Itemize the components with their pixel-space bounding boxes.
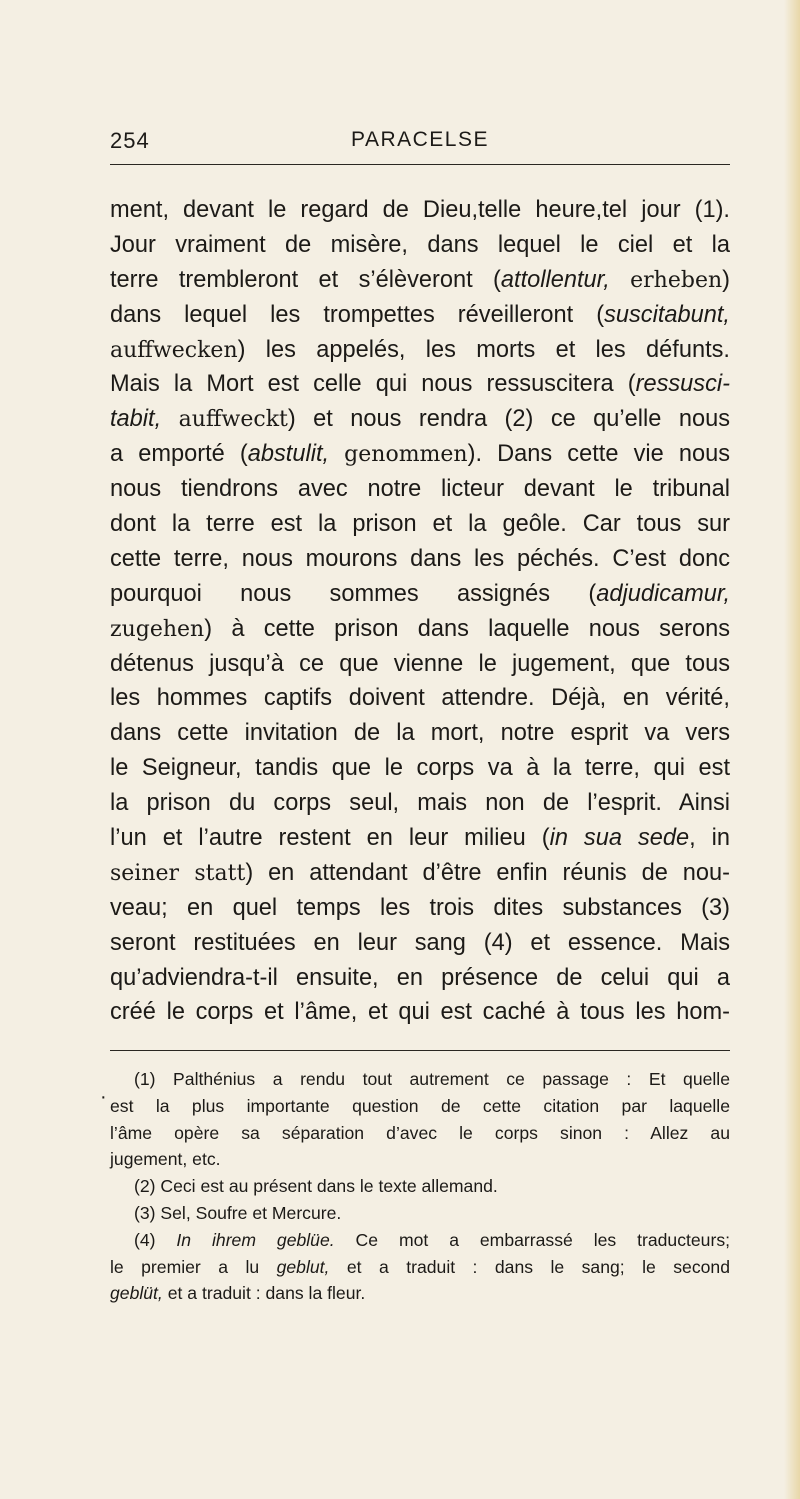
text-line	[110, 961, 730, 996]
footnote-italic: In ihrem geblüe.	[176, 1229, 335, 1250]
text-span: créé le corps et l’âme, et qui est caché à tous les hom-	[110, 999, 730, 1026]
header-rule	[110, 164, 730, 165]
text-span: a emporté (	[110, 441, 248, 468]
text-span: pourquoi nous sommes assignés (	[110, 580, 597, 607]
text-line	[110, 786, 730, 821]
german-term: zugehen	[110, 616, 205, 642]
latin-term: attollentur,	[500, 266, 610, 293]
text-span: Jour vraiment de misère, dans lequel le ciel et la	[110, 231, 730, 258]
footnote-line	[110, 1146, 730, 1173]
footnote-line	[110, 1120, 730, 1147]
text-line	[110, 437, 730, 472]
footnote-line	[110, 1280, 730, 1307]
page-number: 254	[110, 128, 150, 153]
text-span: veau; en quel temps les trois dites substances (3)	[110, 894, 730, 921]
text-line	[110, 821, 730, 856]
text-span: ment, devant le regard de Dieu,telle heure,tel jour (1).	[110, 197, 730, 223]
footnote-text: (2) Ceci est au présent dans le texte allemand.	[134, 1176, 498, 1197]
text-span: la prison du corps seul, mais non de l’esprit. Ainsi	[110, 790, 730, 817]
footnotes	[110, 1066, 730, 1307]
text-span: qu’adviendra-t-il ensuite, en présence de celui qui a	[110, 964, 730, 991]
text-span: ) les appelés, les morts et les défunts.	[237, 336, 730, 363]
text-span: le Seigneur, tandis que le corps va à la terre, qui est	[110, 755, 730, 782]
page-header	[110, 128, 730, 158]
german-term: seiner statt	[110, 860, 246, 886]
text-line	[110, 926, 730, 961]
footnote-text: est la plus importante question de cette citation par laquelle	[110, 1095, 730, 1116]
latin-term: tabit,	[110, 406, 162, 433]
text-span: ) et nous rendra (2) ce qu’elle nous	[287, 406, 730, 433]
footnote-text: (4)	[134, 1229, 177, 1250]
text-line	[110, 193, 730, 228]
text-line	[110, 995, 730, 1030]
text-line	[110, 647, 730, 682]
body-text	[110, 193, 730, 1030]
text-span: nous tiendrons avec notre licteur devant le tribunal	[110, 476, 730, 503]
text-line	[110, 472, 730, 507]
text-span: détenus jusqu’à ce que vienne le jugement, que tous	[110, 650, 730, 677]
text-line	[110, 367, 730, 402]
latin-term: ressusci-	[635, 371, 730, 398]
footnote-italic: geblüt,	[110, 1283, 163, 1304]
text-span: )	[722, 266, 730, 293]
german-term: genommen	[344, 442, 468, 468]
footnote-text: jugement, etc.	[110, 1149, 221, 1170]
text-span: , in	[689, 825, 730, 852]
text-line	[110, 577, 730, 612]
footnote-line	[110, 1227, 730, 1254]
text-span: ) en attendant d’être enfin réunis de nou-	[245, 859, 730, 886]
text-line	[110, 298, 730, 333]
running-title: PARACELSE	[351, 128, 489, 151]
page-edge	[784, 0, 800, 1499]
text-span: terre trembleront et s’élèveront (	[110, 266, 501, 293]
latin-term: suscitabunt,	[604, 301, 730, 328]
text-span: dans cette invitation de la mort, notre esprit va vers	[110, 720, 730, 747]
text-line	[110, 333, 730, 368]
text-span: l’un et l’autre restent en leur milieu (	[110, 825, 550, 852]
footnote-line	[110, 1254, 730, 1281]
text-line	[110, 716, 730, 751]
text-line	[110, 751, 730, 786]
footnote-text: (1) Palthénius a rendu tout autrement ce passage : Et quelle	[134, 1069, 730, 1089]
german-term: auffweckt	[178, 407, 288, 433]
footnote-text: Ce mot a embarrassé les traducteurs;	[334, 1229, 731, 1250]
text-span: ) à cette prison dans laquelle nous serons	[204, 615, 730, 642]
footnote-line	[110, 1093, 730, 1120]
text-span: Mais la Mort est celle qui nous ressuscitera (	[110, 371, 636, 398]
latin-term: abstulit,	[247, 441, 330, 468]
german-term: erheben	[630, 267, 723, 293]
text-span: dans lequel les trompettes réveilleront (	[110, 301, 605, 328]
footnote-line	[110, 1066, 730, 1093]
footnote-line	[110, 1173, 730, 1200]
text-line	[110, 263, 730, 298]
text-line	[110, 542, 730, 577]
text-span: dont la terre est la prison et la geôle. Car tous sur	[110, 511, 730, 538]
latin-term: adjudicamur,	[596, 580, 730, 607]
text-span: ). Dans cette vie nous	[467, 441, 730, 468]
footnote-line	[110, 1200, 730, 1227]
footnote-text: et a traduit : dans la fleur.	[162, 1283, 366, 1304]
german-term: auffwecken	[110, 337, 238, 363]
margin-mark: ·	[100, 1086, 107, 1108]
text-line	[110, 681, 730, 716]
text-line	[110, 507, 730, 542]
text-span: cette terre, nous mourons dans les péchés. C’est donc	[110, 545, 730, 572]
footnote-text: l’âme opère sa séparation d’avec le corps sinon : Allez au	[110, 1122, 730, 1143]
footnote-text: le premier a lu	[110, 1256, 277, 1277]
footnote-italic: geblut,	[276, 1256, 330, 1277]
text-line	[110, 228, 730, 263]
text-line	[110, 856, 730, 891]
footnote-text: et a traduit : dans le sang; le second	[329, 1256, 730, 1277]
footnote-rule	[110, 1050, 730, 1051]
text-span: seront restituées en leur sang (4) et essence. Mais	[110, 929, 730, 956]
text-line	[110, 891, 730, 926]
footnote-text: (3) Sel, Soufre et Mercure.	[134, 1202, 342, 1223]
text-line	[110, 402, 730, 437]
latin-term: in sua sede	[549, 825, 690, 852]
text-line	[110, 612, 730, 647]
text-span: les hommes captifs doivent attendre. Déjà, en vérité,	[110, 685, 730, 712]
